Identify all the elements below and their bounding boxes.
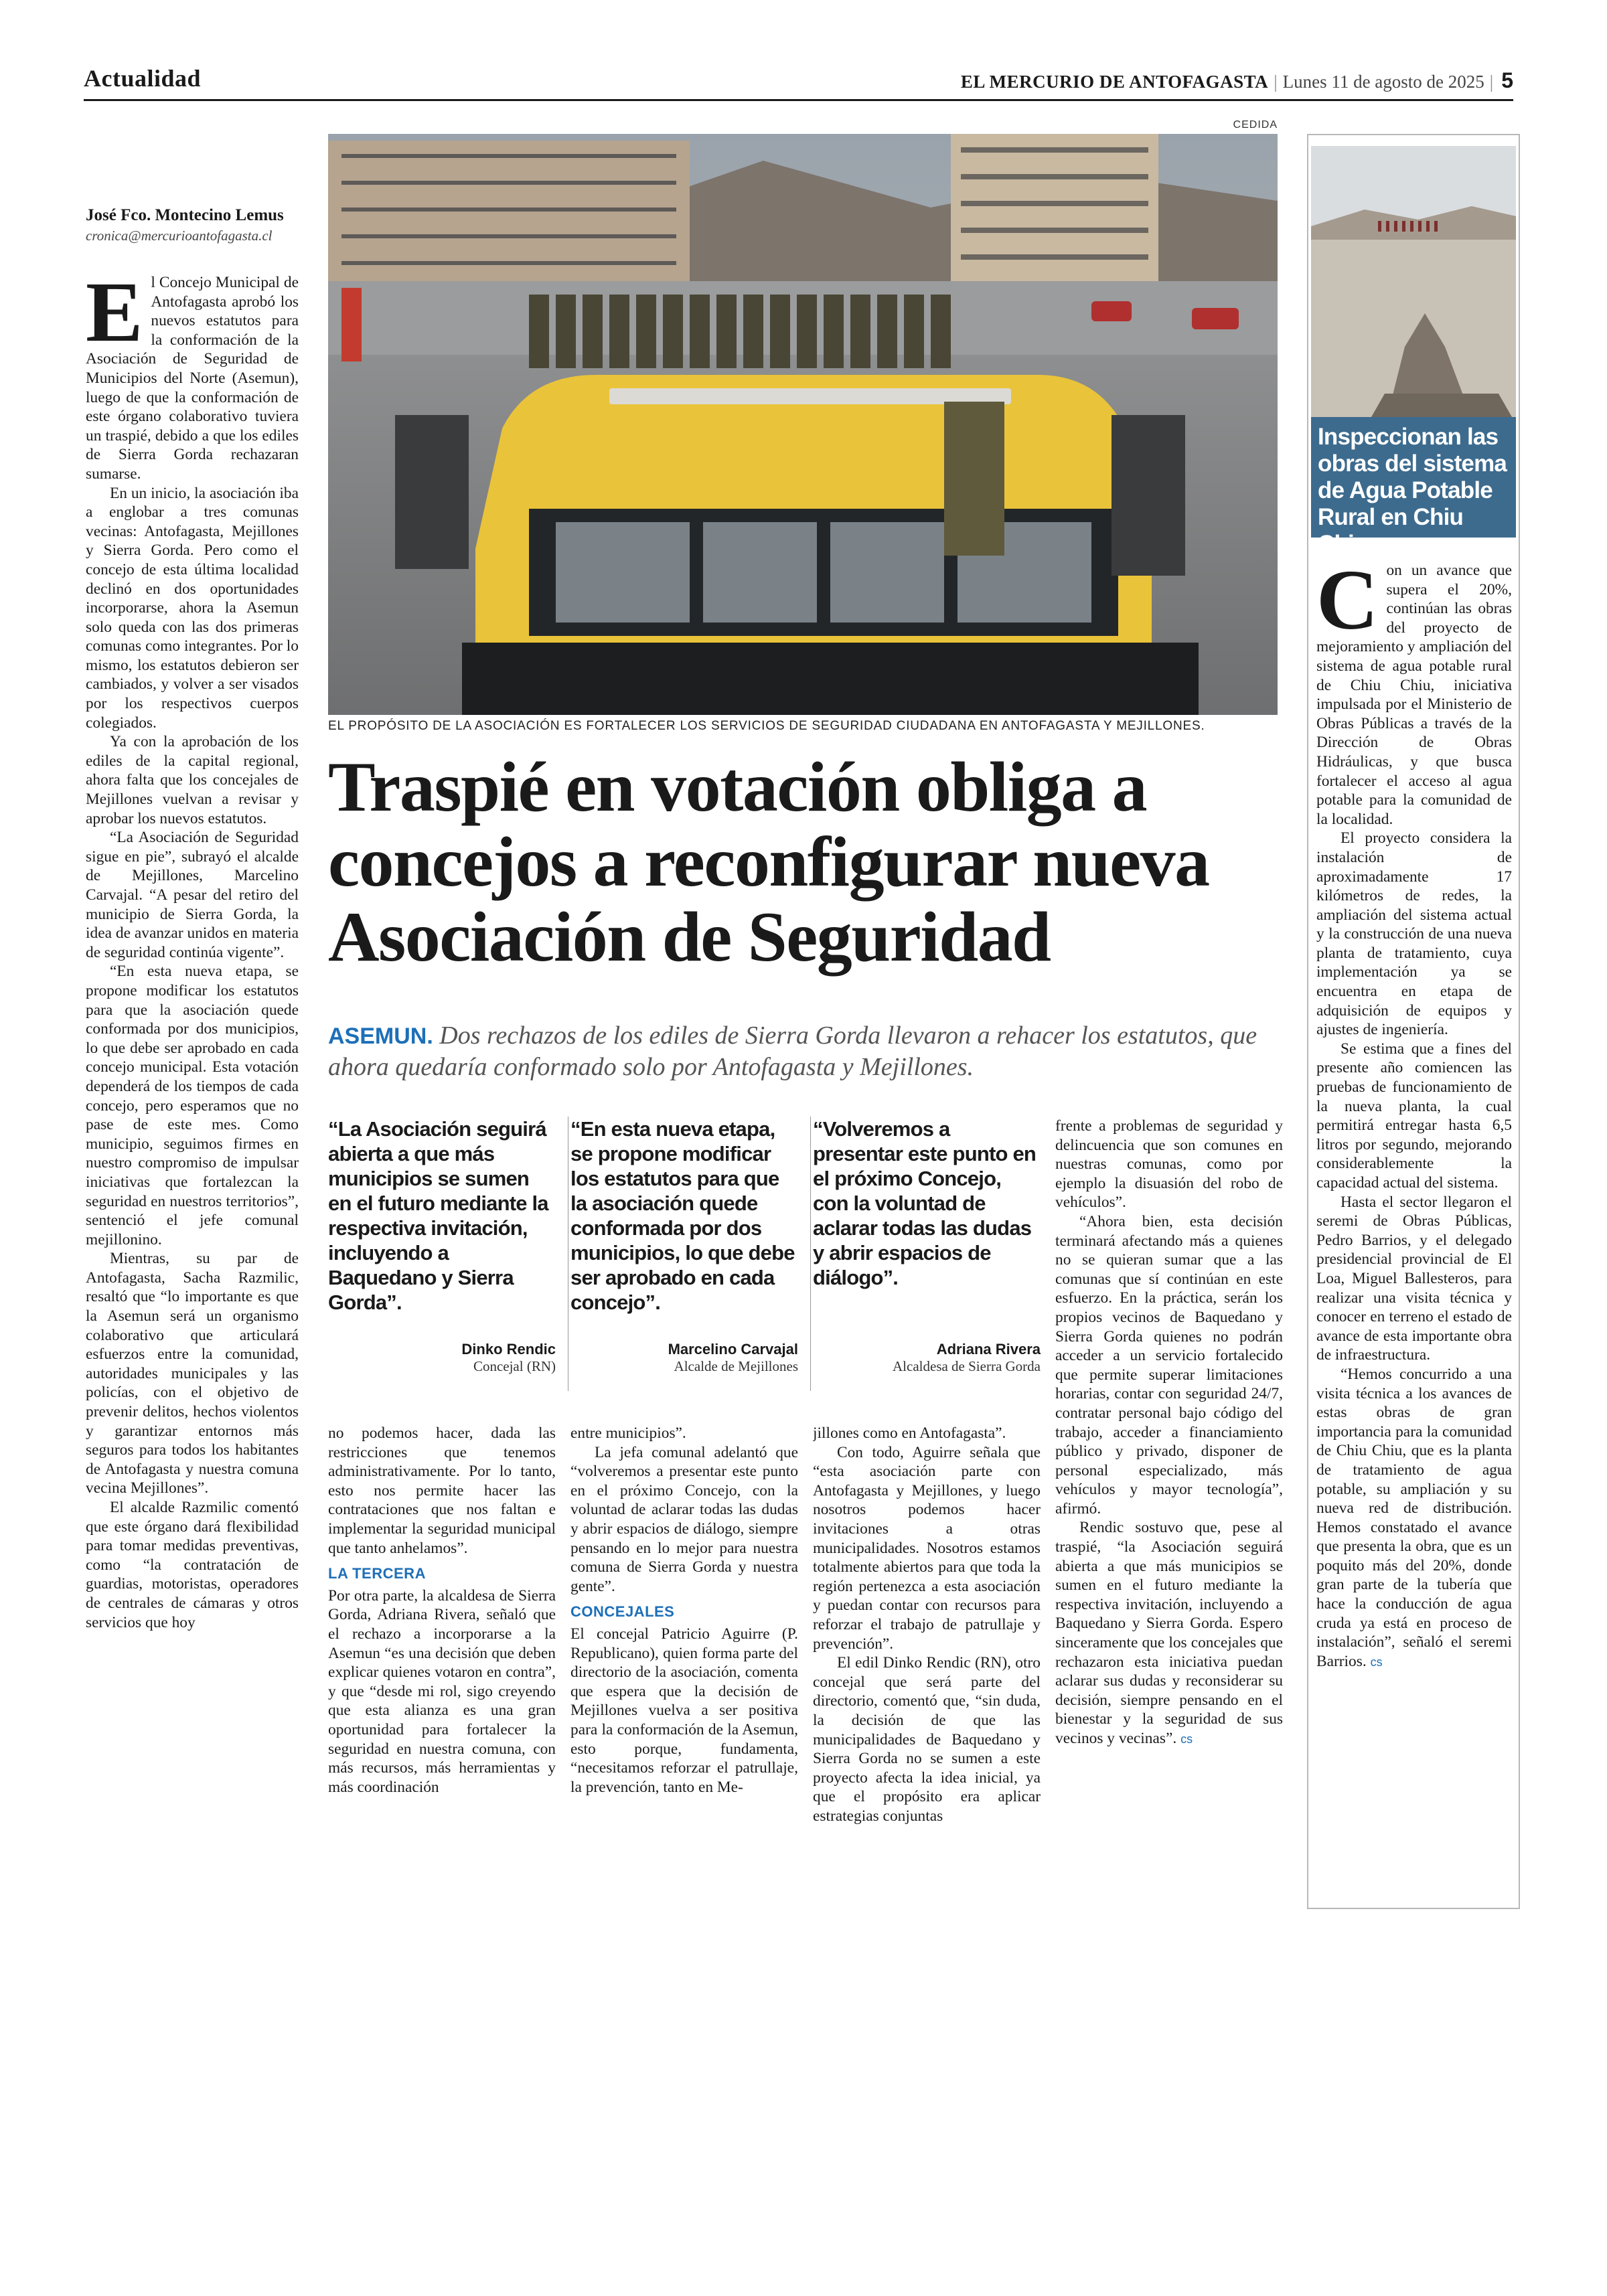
paragraph: Mientras, su par de Antofagasta, Sacha Razmilic, resaltó que “lo importante es que la Asemun será un organismo colaborativo que articulará esfuerzos entre la comunidad, autoridades municipales y las policías, con el objetivo de prevenir delitos, hechos violentos y garantizar entornos más seguros para todos los habitantes de Antofagasta y nuestra comuna vecina Mejillones”.: [86, 1250, 299, 1497]
subheading: LA TERCERA: [328, 1565, 426, 1582]
page-header-info: [961, 68, 1513, 93]
end-mark-icon: cs: [1370, 1655, 1383, 1669]
paragraph: Por otra parte, la alcaldesa de Sierra Gorda, Adriana Rivera, señaló que el rechazo a incorporarse a la Asemun “es una decisión que deben explicar quienes votaron en contra”, y que “desde mi rol, sigo creyendo que esta alianza es una gran oportunidad para fortalecer la seguridad en nuestra comuna, con más recursos, más herramientas y más coordinación: [328, 1586, 556, 1796]
paragraph: El alcalde Razmilic comentó que este órgano dará flexibilidad para tomar medidas preventivas, como “la contratación de guardias, motoristas, operadores de centrales de cámaras y otros servicios que hoy: [86, 1499, 299, 1631]
photo-illustration: [328, 134, 1278, 715]
sidebar-photo: [1311, 146, 1516, 417]
quote-name: Adriana Rivera: [936, 1341, 1041, 1358]
deck-text: Dos rechazos de los ediles de Sierra Gorda llevaron a rehacer los estatutos, que ahora quedaría conformado solo por Antofagasta y Mejillones.: [328, 1021, 1257, 1081]
sidebar-paragraph-text: “Hemos concurrido a una visita técnica a los avances de estas obras de gran importancia para la comunidad de Chiu Chiu, que es la planta de tratamiento de agua potable, su ampliación y su nueva red de distribución. Hemos constatado el avance que presenta la obra, que es un poquito más del 20%, donde gran parte de la tubería que hace la conducción de agua cruda ya está en proceso de instalación”, señaló el seremi Barrios.: [1316, 1365, 1512, 1670]
paragraph: Ya con la aprobación de los ediles de la capital regional, ahora falta que los concejales de Mejillones vuelvan a revisar y aprobar los nuevos estatutos.: [86, 733, 299, 827]
lead-text: l Concejo Municipal de Antofagasta aprobó los nuevos estatutos para la conformación de la Asociación de Seguridad de Municipios del Norte (Asemun), luego de que la conformación de este órgano colaborativo tuviera un traspié, debido a que los ediles de Sierra Gorda rechazaran sumarse.: [86, 274, 299, 483]
photo-caption: EL PROPÓSITO DE LA ASOCIACIÓN ES FORTALECER LOS SERVICIOS DE SEGURIDAD CIUDADANA EN ANTOFAGASTA Y MEJILLONES.: [328, 719, 1205, 733]
deck: [328, 1020, 1279, 1082]
publication-date: Lunes 11 de agosto de 2025: [1282, 72, 1484, 92]
paragraph: no podemos hacer, dada las restricciones que tenemos administrativamente. Por lo tanto, esto nos permite hacer las contrataciones que nos faltan e implementar la seguridad municipal que tanto anhelamos”.: [328, 1424, 556, 1557]
paragraph: “En esta nueva etapa, se propone modificar los estatutos para que la asociación quede conformada por dos municipios, lo que debe ser aprobado en cada concejo municipal. Esta votación dependerá de los tiempos de cada concejo, pero esperamos que no pase de este mes. Como municipio, seguimos firmes en nuestro compromiso de impulsar iniciativas que fortalezcan la seguridad en nuestros territorios”, sentenció el jefe comunal mejillonino.: [86, 963, 299, 1248]
quote-text: “En esta nueva etapa, se propone modificar los estatutos para que la asociación quede conformada por dos municipios, lo que debe ser aprobado en cada concejo”.: [570, 1117, 795, 1314]
quote-text: “La Asociación seguirá abierta a que más municipios se sumen en el futuro mediante la respectiva invitación, incluyendo a Baquedano y Sierra Gorda”.: [328, 1117, 548, 1314]
quote-role: Concejal (RN): [473, 1358, 556, 1374]
photo-credit: CEDIDA: [1233, 119, 1278, 131]
quote-attribution: [813, 1341, 1041, 1375]
quote-attribution: [570, 1341, 798, 1375]
pull-quote: [813, 1117, 1041, 1398]
sidebar-paragraph: [1316, 1365, 1512, 1672]
paragraph: jillones como en Antofagasta”.: [813, 1424, 1006, 1442]
paragraph: “La Asociación de Seguridad sigue en pie”, subrayó el alcalde de Mejillones, Marcelino Carvajal. “A pesar del retiro del municipio de Sierra Gorda, la idea de avanzar unidos en materia de seguridad continúa vigente”.: [86, 829, 299, 961]
quote-role: Alcalde de Mejillones: [674, 1358, 798, 1374]
sidebar-paragraph: El proyecto considera la instalación de aproximadamente 17 kilómetros de redes, la ampliación del sistema actual y la construcción de una nueva planta de tratamiento, cuya implementación ya se encuentra en etapa de adquisición de equipos y ajustes de ingeniería.: [1316, 829, 1512, 1039]
sidebar-lead-text: on un avance que supera el 20%, continúan las obras del proyecto de mejoramiento y ampliación del sistema de agua potable rural de Chiu Chiu, iniciativa impulsada por el Ministerio de Obras Públicas a través de la Dirección de Obras Hidráulicas, y que busca fortalecer el acceso al agua potable para la comunidad de la localidad.: [1316, 562, 1512, 828]
headline: Traspié en votación obliga a concejos a reconfigurar nueva Asociación de Seguridad: [328, 748, 1209, 976]
paragraph-text: Rendic sostuvo que, pese al traspié, “la Asociación seguirá abierta a que más municipios se sumen en el futuro mediante la respectiva invitación, incluyendo a Baquedano y Sierra Gorda. Espero sinceramente que los concejales que rechazaron esta iniciativa puedan aclarar sus dudas y reconsiderar su decisión, siempre pensando en el bienestar y la seguridad de sus vecinos y vecinas”.: [1055, 1519, 1283, 1747]
pull-quote: [570, 1117, 798, 1398]
author-name: José Fco. Montecino Lemus: [86, 206, 284, 224]
quote-role: Alcaldesa de Sierra Gorda: [893, 1358, 1041, 1374]
lead-paragraph: [86, 273, 299, 484]
kicker: ASEMUN.: [328, 1023, 433, 1049]
author-email[interactable]: cronica@mercurioantofagasta.cl: [86, 228, 273, 244]
paragraph: frente a problemas de seguridad y delincuencia que son comunes en nuestras comunas, como por ejemplo la disuasión del robo de vehículos”.: [1055, 1117, 1283, 1212]
paragraph: La jefa comunal adelantó que “volveremos a presentar este punto en el próximo Concejo, con la voluntad de aclarar todas las dudas y abrir espacios de diálogo, siempre pensando en lo mejor para nuestra comuna de Sierra Gorda y nuestra gente”.: [570, 1443, 798, 1595]
sidebar-photo-illustration: [1311, 146, 1516, 417]
section-label: Actualidad: [84, 65, 202, 92]
paragraph: [1055, 1518, 1283, 1748]
sidebar-title: Inspeccionan las obras del sistema de Agua Potable Rural en Chiu Chiu: [1311, 417, 1516, 538]
article-column-2: [328, 1424, 556, 1912]
paragraph: En un inicio, la asociación iba a englobar a tres comunas vecinas: Antofagasta, Mejillones y Sierra Gorda. Pero como el concejo de esta última localidad declinó en dos oportunidades incorporarse, ahora la Asemun solo queda con las dos primeras comunas como integrantes. Por lo mismo, los estatutos debieron ser cambiados, y volver a ser visados por los respectivos cuerpos colegiados.: [86, 484, 299, 732]
paragraph: El concejal Patricio Aguirre (P. Republicano), quien forma parte del directorio de la asociación, comenta que espera que la decisión de Mejillones vuelva a ser positiva para la conformación de la Asemun, esto porque, fundamenta, “necesitamos reforzar el patrullaje, la prevención, tanto en Me-: [570, 1625, 798, 1796]
quote-text: “Volveremos a presentar este punto en el próximo Concejo, con la voluntad de aclarar todas las dudas y abrir espacios de diálogo”.: [813, 1117, 1037, 1289]
quote-name: Marcelino Carvajal: [668, 1341, 798, 1358]
paragraph: “Ahora bien, esta decisión terminará afectando más a quienes no se quieran sumar que a las comunas que sí continúan en este esfuerzo. En la práctica, serán los propios vecinos de Baquedano y Sierra Gorda quienes no podrán acceder a un servicio fortalecido que permite superar limitaciones horarias, contar con seguridad 24/7, contratar personal bajo código del trabajo, acceder a financiamiento público y privado, disponer de personal especializado, más vehículos y mayor tecnología”, afirmó.: [1055, 1212, 1283, 1518]
quote-attribution: [328, 1341, 556, 1375]
byline: [86, 206, 299, 244]
sidebar-body: [1316, 561, 1512, 1900]
pull-quote: [328, 1117, 556, 1398]
article-column-3: [570, 1424, 798, 1912]
article-column-5: [1055, 1117, 1283, 1913]
end-mark-icon: cs: [1180, 1732, 1193, 1746]
sidebar-paragraph: Hasta el sector llegaron el seremi de Obras Públicas, Pedro Barrios, y el delegado presidencial provincial de El Loa, Miguel Ballesteros, para realizar una visita técnica y conocer en terreno el estado de avance de esta importante obra de infraestructura.: [1316, 1193, 1512, 1364]
publication-name: EL MERCURIO DE ANTOFAGASTA: [960, 72, 1269, 92]
main-photo: [328, 134, 1278, 715]
header-separator: |: [1274, 72, 1278, 92]
article-column-1: [86, 273, 299, 1906]
page-number: 5: [1501, 68, 1513, 92]
paragraph: El edil Dinko Rendic (RN), otro concejal que será parte del directorio, comentó que, “sin duda, la decisión de que las municipalidades de Baquedano y Sierra Gorda no se sumen a este proyecto afecta la idea inicial, ya que el propósito era aplicar estrategias conjuntas: [813, 1654, 1041, 1825]
header-separator: |: [1489, 72, 1494, 92]
paragraph: entre municipios”.: [570, 1424, 686, 1442]
drop-cap: C: [1316, 561, 1379, 647]
subheading: CONCEJALES: [570, 1603, 675, 1621]
quote-name: Dinko Rendic: [461, 1341, 556, 1358]
quote-divider: [810, 1117, 811, 1391]
article-column-4: [813, 1424, 1041, 1912]
paragraph: Con todo, Aguirre señala que “esta asociación parte con Antofagasta y Mejillones, y luego nosotros podemos hacer invitaciones a otras municipalidades. Nosotros estamos totalmente abiertos para que toda la región pertenezca a esta asociación y puedan contar con recursos para reforzar el trabajo de patrullaje y prevención”.: [813, 1443, 1041, 1653]
sidebar-lead-paragraph: [1316, 561, 1512, 829]
header-rule: [84, 99, 1513, 101]
drop-cap: E: [86, 273, 143, 359]
sidebar-paragraph: Se estima que a fines del presente año comiencen las pruebas de funcionamiento de la nueva planta, la cual permitirá entregar hasta 6,5 litros por segundo, mejorando considerablemente la capacidad actual del sistema.: [1316, 1040, 1512, 1192]
